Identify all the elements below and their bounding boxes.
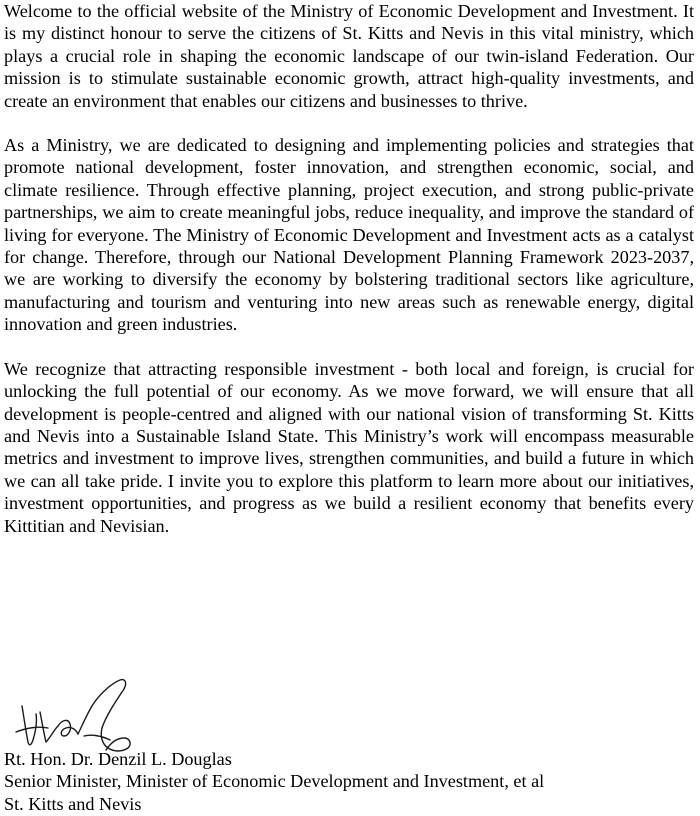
signatory-location: St. Kitts and Nevis [4,793,142,814]
signoff-block [4,748,544,815]
signatory-name: Rt. Hon. Dr. Denzil L. Douglas [4,749,232,769]
signatory-title: Senior Minister, Minister of Economic Development and Investment, et al [4,771,545,792]
welcome-letter [4,0,694,537]
letter-paragraph-2: As a Ministry, we are dedicated to designing and implementing policies and strategies that promote national development, foster innovation, and strengthen economic, social, and climate resilience. Through effective planning, project execution, and strong public-private partnerships, we aim to create meaningful jobs, reduce inequality, and improve the standard of living for everyone. The Ministry of Economic Development and Investment acts as a catalyst for change. Therefore, through our National Development Planning Framework 2023-2037, we are working to diversify the economy by bolstering traditional sectors like agriculture, manufacturing and tourism and venturing into new areas such as renewable energy, digital innovation and green industries. [4,135,694,335]
letter-paragraph-3: We recognize that attracting responsible investment - both local and foreign, is crucial for unlocking the full potential of our economy. As we move forward, we will ensure that all development is people-centred and aligned with our national vision of transforming St. Kitts and Nevis into a Sustainable Island State. This Ministry’s work will encompass measurable metrics and investment to improve lives, strengthen communities, and build a future in which we can all take pride. I invite you to explore this platform to learn more about our initiatives, investment opportunities, and progress as we build a resilient economy that benefits every Kittitian and Nevisian. [4,358,694,536]
letter-paragraph-1: Welcome to the official website of the Ministry of Economic Development and Investment. It is my distinct honour to serve the citizens of St. Kitts and Nevis in this vital ministry, which plays a crucial role in shaping the economic landscape of our twin-island Federation. Our mission is to stimulate sustainable economic growth, attract high-quality investments, and create an environment that enables our citizens and businesses to thrive. [4,1,694,111]
